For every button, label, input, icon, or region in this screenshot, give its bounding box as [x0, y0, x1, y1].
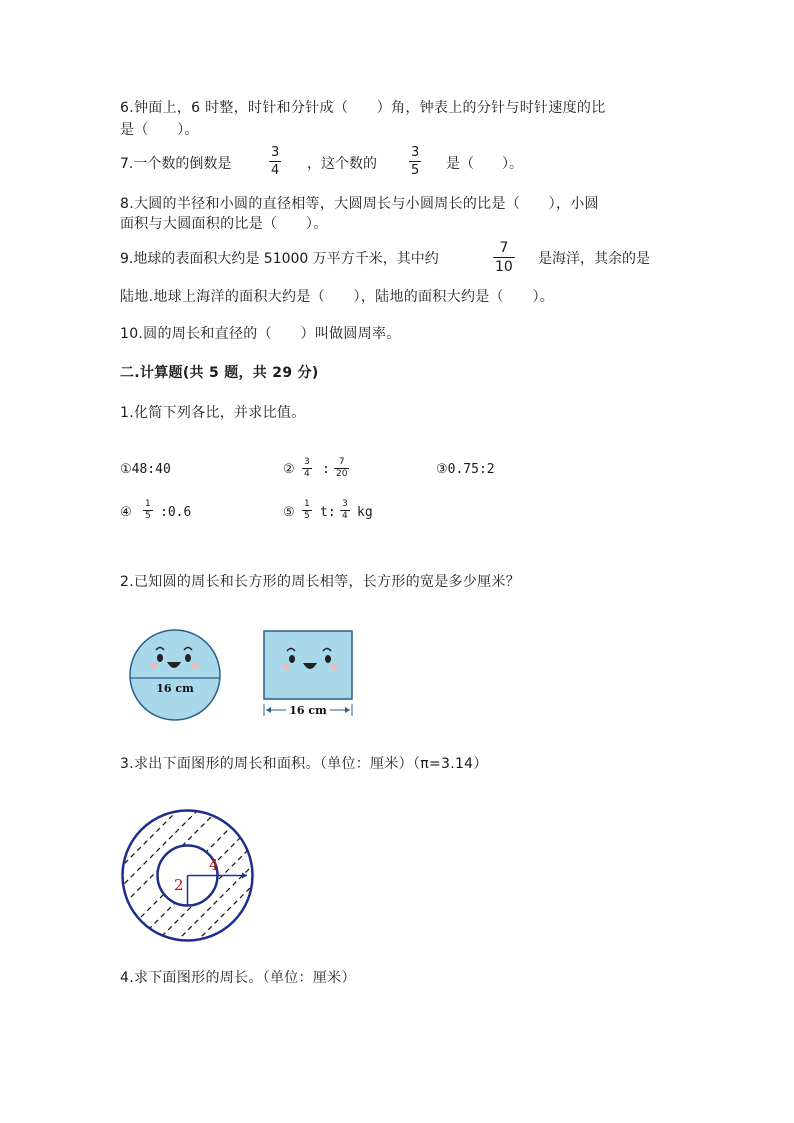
numerator: 7: [338, 457, 345, 467]
circle-diameter-label: 16 cm: [156, 682, 194, 695]
calc-q1-item4-fraction: [143, 500, 153, 521]
q9-f-bar: [493, 257, 515, 258]
q7-fraction-1: [269, 146, 281, 177]
smiley-rectangle-figure: [258, 626, 363, 721]
calc-q2-text: 2.已知圆的周长和长方形的周长相等，长方形的宽是多少厘米？: [120, 574, 521, 590]
calc-q1-item5-fraction1: [302, 500, 312, 521]
inner-radius-label: 2: [174, 876, 184, 894]
q7-f2-bar: [409, 161, 421, 162]
denominator: 5: [145, 511, 151, 521]
denominator: 4: [304, 469, 310, 479]
q8-line2: 面积与大圆面积的比是（ ）。: [120, 216, 328, 232]
q7-f2-denominator: 5: [411, 163, 420, 178]
calc-q1-text: 1.化简下列各比，并求比值。: [120, 405, 306, 421]
q10-text: 10.圆的周长和直径的（ ）叫做圆周率。: [120, 326, 401, 342]
q7-f1-numerator: 3: [271, 145, 280, 160]
q7-f2-numerator: 3: [411, 145, 420, 160]
q8-line1: 8.大圆的半径和小圆的直径相等，大圆周长与小圆周长的比是（ ），小圆: [120, 196, 599, 212]
calc-q1-item2-fraction1: [302, 458, 312, 479]
denominator: 5: [304, 511, 310, 521]
calc-q1-item2-mark: ②: [283, 462, 295, 477]
q7-f1-denominator: 4: [271, 163, 280, 178]
calc-q1-item5-mid: t:: [320, 505, 336, 520]
q7-text-part2: ，这个数的: [307, 156, 377, 172]
calc-q1-item2-colon: :: [322, 462, 330, 477]
calc-q1-item1: ①48:40: [120, 462, 171, 477]
calc-q1-item3: ③0.75:2: [436, 462, 495, 477]
calc-q3-text: 3.求出下面图形的周长和面积。（单位：厘米）（π=3.14）: [120, 756, 488, 772]
annulus-figure: [120, 808, 255, 943]
left-eye: [157, 654, 163, 662]
calc-q4-text: 4.求下面图形的周长。（单位：厘米）: [120, 970, 356, 986]
calc-q1-item5-fraction2: [340, 500, 350, 521]
calc-q1-item5-unit: kg: [357, 505, 373, 520]
right-cheek: [330, 665, 338, 670]
q7-fraction-2: [409, 146, 421, 177]
q7-text-part3: 是（ ）。: [446, 156, 523, 172]
arrow-right-icon: [345, 707, 350, 713]
q9-f-numerator: 7: [499, 240, 509, 256]
calc-q1-item2-fraction2: [334, 458, 349, 479]
smiley-circle-figure: [120, 620, 230, 730]
calc-q1-item4-mark: ④: [120, 505, 132, 520]
denominator: 20: [336, 469, 348, 479]
circle-shape: [130, 630, 220, 720]
q9-f-denominator: 10: [495, 259, 513, 275]
numerator: 1: [145, 499, 151, 509]
q7-text-part1: 7.一个数的倒数是: [120, 156, 232, 172]
section-2-title: 二.计算题(共 5 题，共 29 分): [120, 365, 319, 381]
right-eye: [325, 655, 331, 663]
q7-f1-bar: [269, 161, 281, 162]
calc-q1-item4-rest: :0.6: [160, 505, 192, 520]
q6-line2: 是（ ）。: [120, 122, 199, 138]
arrow-right-icon: [242, 873, 247, 879]
q9-text-part1: 9.地球的表面积大约是 51000 万平方千米，其中约: [120, 251, 439, 267]
numerator: 3: [342, 499, 348, 509]
rectangle-width-label: 16 cm: [289, 704, 327, 717]
q9-text-part2: 是海洋，其余的是: [538, 251, 650, 267]
right-eye: [185, 654, 191, 662]
left-cheek: [282, 665, 290, 670]
numerator: 3: [304, 457, 310, 467]
calc-q1-item5-mark: ⑤: [283, 505, 295, 520]
q9-fraction: [493, 241, 515, 274]
arrow-left-icon: [266, 707, 271, 713]
left-cheek: [150, 664, 158, 669]
ring-width-label: 4: [209, 856, 219, 874]
q9-line2: 陆地.地球上海洋的面积大约是（ ），陆地的面积大约是（ ）。: [120, 289, 555, 305]
q6-line1: 6.钟面上，6 时整，时针和分针成（ ）角，钟表上的分针与时针速度的比: [120, 100, 606, 116]
right-cheek: [191, 664, 199, 669]
denominator: 4: [342, 511, 348, 521]
numerator: 1: [304, 499, 310, 509]
left-eye: [289, 655, 295, 663]
